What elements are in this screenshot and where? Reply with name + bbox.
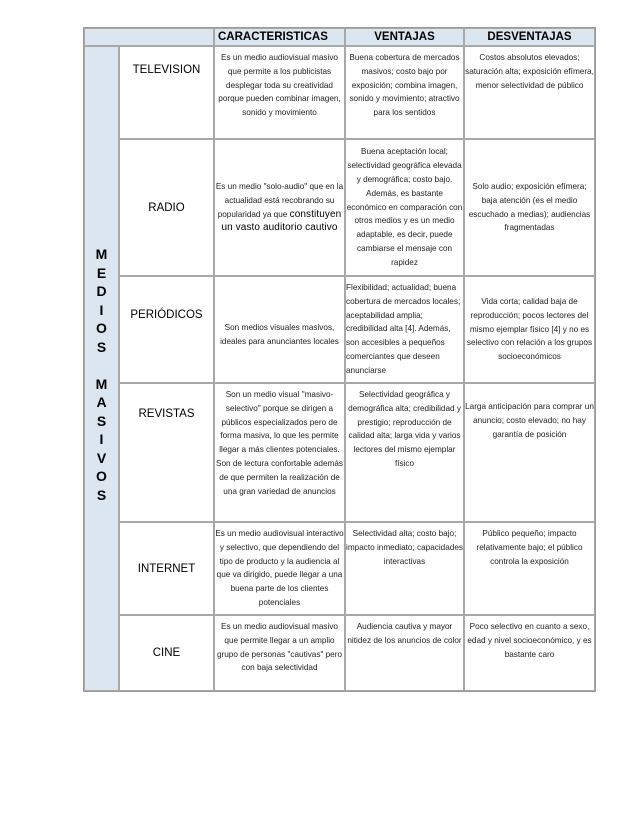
desventajas-cell: Solo audio; exposición efímera; baja atención (es el medio escuchado a medias); audiencias fragmentadas [464, 139, 595, 276]
header-blank-cell [84, 28, 214, 46]
caracteristicas-text-large: constituyen un vasto auditorio cautivo [221, 208, 342, 234]
table-row-radio [84, 139, 595, 276]
caracteristicas-text: Es un medio "solo-audio" que en la actualidad está recobrando su popularidad ya que [215, 181, 344, 219]
caracteristicas-cell: Es un medio audiovisual masivo que permite a los publicistas desplegar toda su creatividad porque pueden combinar imagen, sonido y movimiento [214, 46, 345, 139]
ventajas-cell: Audiencia cautiva y mayor nitidez de los anuncios de color [345, 615, 464, 691]
vertical-letter: A [96, 394, 107, 410]
vertical-letter: I [99, 301, 104, 318]
ventajas-cell: Selectividad geográfica y demográfica alta; credibilidad y prestigio; reproducción de calidad alta; larga vida y varios lectores del mismo ejemplar físico [345, 383, 464, 522]
vertical-letter: O [96, 320, 107, 336]
caracteristicas-cell: Es un medio audiovisual interactivo y selectivo, que dependiendo del tipo de producto y la audiencia al que va dirigido, puede llegar a una buena parte de los clientes potenciales [214, 522, 345, 615]
vertical-letter: I [99, 431, 104, 447]
vertical-letter: S [96, 486, 107, 503]
header-row [84, 28, 595, 46]
header-ventajas: VENTAJAS [345, 28, 464, 46]
ventajas-cell: Buena cobertura de mercados masivos; costo bajo por exposición; combina imagen, sonido y movimiento; atractivo para los sentidos [345, 46, 464, 139]
medio-name: CINE [119, 615, 214, 691]
vertical-letter: D [96, 283, 107, 299]
table-row-television [84, 46, 595, 139]
ventajas-cell: Buena aceptación local; selectividad geográfica elevada y demográfica; costo bajo. Además, es bastante económico en comparación con otros medios y es un medio adaptable, es decir, puede cambiarse el mensaje con rapidez [345, 139, 464, 276]
desventajas-cell: Larga anticipación para comprar un anuncio; costo elevado; no hay garantía de posición [464, 383, 595, 522]
vertical-letter: E [96, 264, 107, 281]
medios-masivos-table [83, 27, 596, 692]
desventajas-cell: Vida corta; calidad baja de reproducción; pocos lectores del mismo ejemplar físico [4] y no es selectivo con relación a los grupos socioeconómicos [464, 276, 595, 383]
desventajas-cell: Poco selectivo en cuanto a sexo, edad y nivel socioeconómico, y es bastante caro [464, 615, 595, 691]
medio-name: PERIÓDICOS [119, 276, 214, 383]
vertical-letter: O [96, 468, 107, 484]
desventajas-cell: Costos absolutos elevados; saturación alta; exposición efímera, menor selectividad de público [464, 46, 595, 139]
desventajas-cell: Público pequeño; impacto relativamente bajo; el público controla la exposición [464, 522, 595, 615]
medio-name: REVISTAS [119, 383, 214, 522]
vertical-letter: V [96, 449, 107, 466]
vertical-letter: S [96, 338, 107, 355]
ventajas-cell: Flexibilidad; actualidad; buena cobertura de mercados locales; aceptabilidad amplia; credibilidad alta [4]. Además, son accesibles a pequeños comerciantes que deseen anunciarse [345, 276, 464, 383]
table-row-revistas [84, 383, 595, 522]
caracteristicas-cell: Son un medio visual "masivo-selectivo" porque se dirigen a públicos especializados pero de forma masiva, lo que les permite llegar a más clientes potenciales. Son de lectura confortable además de que permiten la realización de una gran variedad de anuncios [214, 383, 345, 522]
table-row-cine [84, 615, 595, 691]
ventajas-cell: Selectividad alta; costo bajo; impacto inmediato; capacidades interactivas [345, 522, 464, 615]
vertical-letter: S [96, 412, 107, 429]
header-caracteristicas: CARACTERISTICAS [214, 28, 345, 46]
vertical-letter: M [95, 246, 108, 262]
medios-masivos-vertical-label [84, 46, 119, 691]
table-row-internet [84, 522, 595, 615]
table-row-periodicos [84, 276, 595, 383]
vertical-letter: M [95, 375, 108, 392]
caracteristicas-cell [214, 139, 345, 276]
caracteristicas-cell: Es un medio audiovisual masivo que permite llegar a un amplio grupo de personas "cautivas" pero con baja selectividad [214, 615, 345, 691]
header-desventajas: DESVENTAJAS [464, 28, 595, 46]
medio-name: INTERNET [119, 522, 214, 615]
medio-name: RADIO [119, 139, 214, 276]
medio-name: TELEVISION [119, 46, 214, 139]
caracteristicas-cell: Son medios visuales masivos, ideales para anunciantes locales [214, 276, 345, 383]
